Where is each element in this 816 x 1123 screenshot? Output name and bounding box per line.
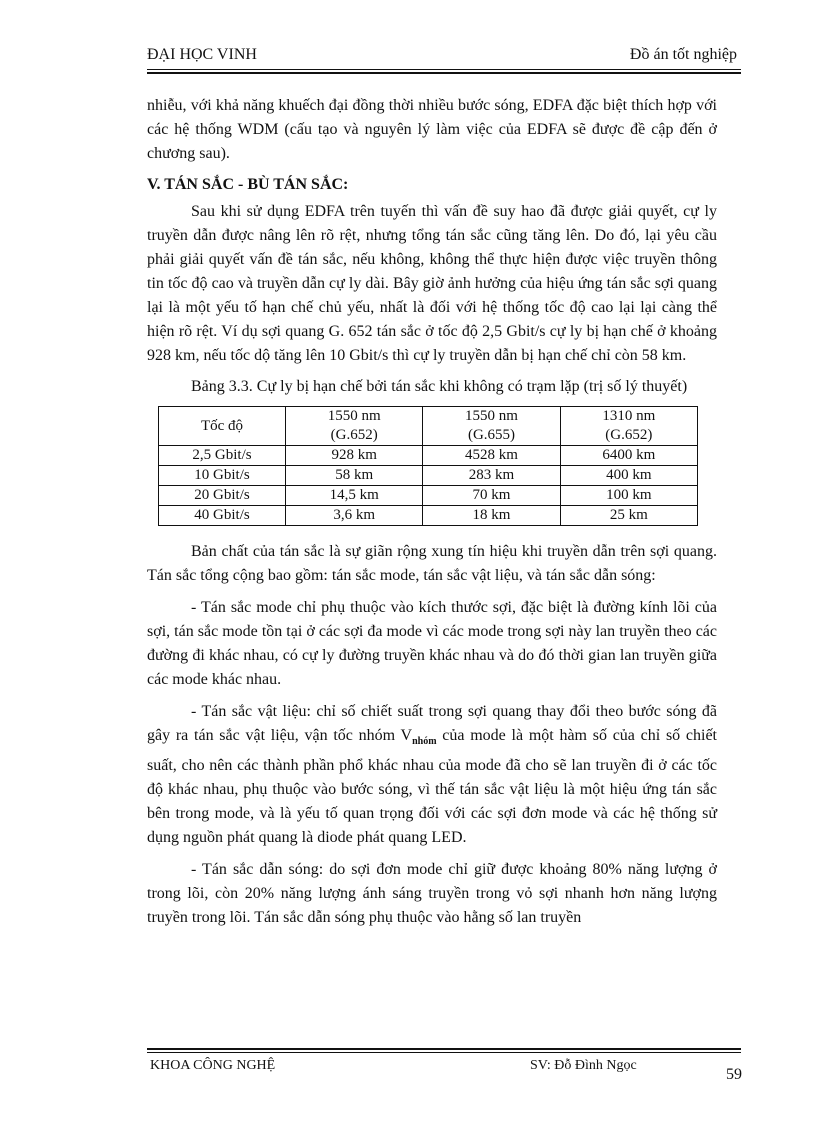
table-cell: 100 km (560, 486, 697, 506)
header-rule-thick (147, 72, 741, 74)
dispersion-limit-table (158, 406, 698, 526)
paragraph-dispersion-nature: Bản chất của tán sắc là sự giãn rộng xung tín hiệu khi truyền dẫn trên sợi quang. Tán sắc tổng cộng bao gồm: tán sắc mode, tán sắc vật liệu, và tán sắc dẫn sóng: (147, 543, 717, 584)
table-cell: 40 Gbit/s (159, 506, 286, 526)
table-cell: 18 km (423, 506, 560, 526)
table-header-col1: 1550 nm (G.652) (286, 407, 423, 446)
header-document-type: Đồ án tốt nghiệp (629, 46, 737, 63)
paragraph-intro: nhiễu, với khả năng khuếch đại đồng thời nhiều bước sóng, EDFA đặc biệt thích hợp với các hệ thống WDM (cấu tạo và nguyên lý làm việc của EDFA sẽ được đề cập đến ở chương sau). (147, 97, 717, 162)
table-cell: 58 km (286, 466, 423, 486)
subscript-nhom: nhóm (412, 736, 437, 748)
table-header-row (159, 407, 698, 446)
footer-rule-thin (147, 1052, 741, 1053)
table-cell: 70 km (423, 486, 560, 506)
table-row (159, 506, 698, 526)
table-cell: 10 Gbit/s (159, 466, 286, 486)
table-row (159, 446, 698, 466)
footer-student: SV: Đỗ Đình Ngọc (530, 1058, 637, 1073)
table-header-col3: 1310 nm (G.652) (560, 407, 697, 446)
paragraph-mode-dispersion: - Tán sắc mode chỉ phụ thuộc vào kích thước sợi, đặc biệt là đường kính lõi của sợi, tán sắc mode tồn tại ở các sợi đa mode vì các mode trong sợi này lan truyền theo các đường đi khác nhau, có cự ly đường truyền khác nhau và do đó thời gian lan truyền giữa các mode khác nhau. (147, 599, 717, 688)
table-header-col2: 1550 nm (G.655) (423, 407, 560, 446)
table-row (159, 466, 698, 486)
table-caption: Bảng 3.3. Cự ly bị hạn chế bởi tán sắc khi không có trạm lặp (trị số lý thuyết) (191, 378, 688, 395)
paragraph-waveguide-dispersion: - Tán sắc dẫn sóng: do sợi đơn mode chỉ giữ được khoảng 80% năng lượng ở trong lõi, còn 20% năng lượng ánh sáng truyền trong vỏ sợi nhanh hơn năng lượng truyền trong lõi. Tán sắc dẫn sóng phụ thuộc vào hằng số lan truyền (147, 861, 717, 927)
page-number: 59 (726, 1066, 742, 1083)
table-cell: 20 Gbit/s (159, 486, 286, 506)
table-row (159, 486, 698, 506)
footer-faculty: KHOA CÔNG NGHỆ (150, 1058, 276, 1073)
header-university: ĐẠI HỌC VINH (147, 46, 257, 63)
page-header (147, 46, 741, 68)
table-header-speed: Tốc độ (159, 407, 286, 446)
table-cell: 25 km (560, 506, 697, 526)
table-cell: 928 km (286, 446, 423, 466)
table-cell: 2,5 Gbit/s (159, 446, 286, 466)
table-cell: 14,5 km (286, 486, 423, 506)
table-cell: 4528 km (423, 446, 560, 466)
page-body (147, 94, 717, 930)
table-cell: 283 km (423, 466, 560, 486)
footer-rule-thick (147, 1048, 741, 1050)
table-cell: 6400 km (560, 446, 697, 466)
header-rule-thin (147, 69, 741, 70)
section-heading: V. TÁN SẮC - BÙ TÁN SẮC: (147, 176, 349, 193)
paragraph-material-dispersion: - Tán sắc vật liệu: chỉ số chiết suất trong sợi quang thay đổi theo bước sóng đã gây ra tán sắc vật liệu, vận tốc nhóm $V_{nhóm}$ của mode là một hàm số của chỉ số chiết suất, cho nên các thành phần phổ khác nhau của mode đã cho sẽ lan truyền đi ở các tốc độ khác nhau, phụ thuộc vào bước sóng, vì thế tán sắc vật liệu là một hiệu ứng tán sắc bên trong mode, và là yếu tố quan trọng đối với các sợi đơn mode và các hệ thống sử dụng nguồn phát quang là diode phát quang LED. (147, 703, 718, 847)
paragraph-edfa: Sau khi sử dụng EDFA trên tuyến thì vấn đề suy hao đã được giải quyết, cự ly truyền dẫn được nâng lên rõ rệt, nhưng tổng tán sắc cũng tăng lên. Do đó, lại yêu cầu phải giải quyết vấn đề tán sắc, nếu không, không thể thực hiện được việc truyền thông tin tốc độ cao và truyền dẫn cự ly dài. Bây giờ ảnh hưởng của hiệu ứng tán sắc sợi quang lại là một yếu tố hạn chế chủ yếu, nhất là đối với hệ thống tốc độ cao lại lại càng thể hiện rõ rệt. Ví dụ sợi quang G. 652 tán sắc ở tốc độ 2,5 Gbit/s cự ly bị hạn chế ở khoảng 928 km, nếu tốc dộ tăng lên 10 Gbit/s thì cự ly truyền dẫn bị hạn chế chỉ còn 58 km. (147, 203, 717, 364)
table-cell: 3,6 km (286, 506, 423, 526)
table-cell: 400 km (560, 466, 697, 486)
